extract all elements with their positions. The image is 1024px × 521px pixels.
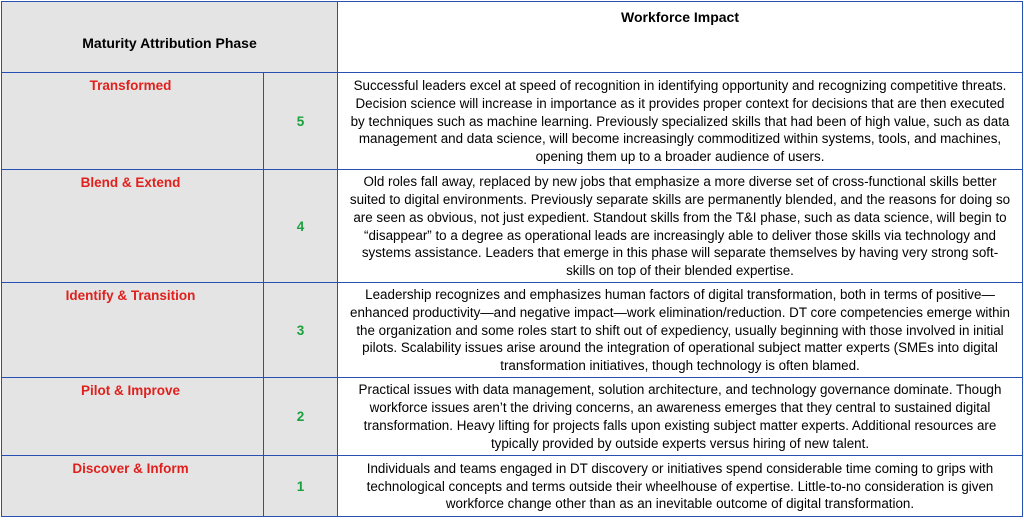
phase-name-cell [2, 283, 264, 378]
phase-name-cell [2, 456, 264, 517]
impact-text: Practical issues with data management, solution architecture, and technology governance dominate. Though workforce issues aren’t the driving concerns, an awareness emerges that they central to sustained digital transformation. Heavy lifting for projects falls upon existing subject matter experts. Additional resources are typically provided by outside experts versus hiring of new talent. [338, 378, 1023, 456]
impact-text: Leadership recognizes and emphasizes human factors of digital transformation, both in terms of positive—enhanced productivity—and negative impact—work elimination/reduction. DT core competencies emerge within the organization and some roles start to shift out of expediency, usually beginning with those involved in initial pilots. Scalability issues arise around the integration of operational subject matter experts (SMEs into digital transformation initiatives, though technology is often blamed. [338, 283, 1023, 378]
phase-number: 5 [264, 73, 338, 170]
table-row [2, 456, 1023, 517]
table-row [2, 283, 1023, 378]
table-row [2, 170, 1023, 283]
phase-name: Blend & Extend [80, 175, 181, 190]
impact-text: Old roles fall away, replaced by new jobs that emphasize a more diverse set of cross-functional skills better suited to digital environments. Previously separate skills are permanently blended, and the reasons for doing so are seen as obvious, not just expedient. Standout skills from the T&I phase, such as data science, will begin to “disappear” to a degree as operational leads are increasingly able to deliver those skills via technology and systems assistance. Leaders that emerge in this phase will separate themselves by having very strong soft-skills on top of their blended expertise. [338, 170, 1023, 283]
phase-name-cell [2, 378, 264, 456]
maturity-workforce-table [1, 1, 1023, 517]
phase-name: Transformed [89, 78, 172, 93]
header-impact-cell [338, 2, 1023, 73]
phase-number: 3 [264, 283, 338, 378]
header-impact-label: Workforce Impact [621, 9, 739, 25]
phase-name: Discover & Inform [72, 461, 189, 476]
table-row [2, 73, 1023, 170]
phase-name-cell [2, 73, 264, 170]
impact-text: Successful leaders excel at speed of recognition in identifying opportunity and recognizing competitive threats. Decision science will increase in importance as it provides proper context for decisions that are then executed by techniques such as machine learning. Previously specialized skills that had been of high value, such as data management and data science, will become increasingly commoditized within systems, tools, and machines, opening them up to a broader audience of users. [338, 73, 1023, 170]
phase-number: 2 [264, 378, 338, 456]
phase-name-cell [2, 170, 264, 283]
phase-name: Identify & Transition [65, 288, 196, 303]
impact-text: Individuals and teams engaged in DT discovery or initiatives spend considerable time coming to grips with technological concepts and terms outside their wheelhouse of expertise. Little-to-no consideration is given workforce change other than as an inevitable outcome of digital transformation. [338, 456, 1023, 517]
table-row [2, 378, 1023, 456]
phase-name: Pilot & Improve [80, 383, 180, 398]
header-row [2, 2, 1023, 73]
header-phase-cell [2, 2, 338, 73]
header-phase-label: Maturity Attribution Phase [82, 35, 257, 51]
phase-number: 1 [264, 456, 338, 517]
phase-number: 4 [264, 170, 338, 283]
